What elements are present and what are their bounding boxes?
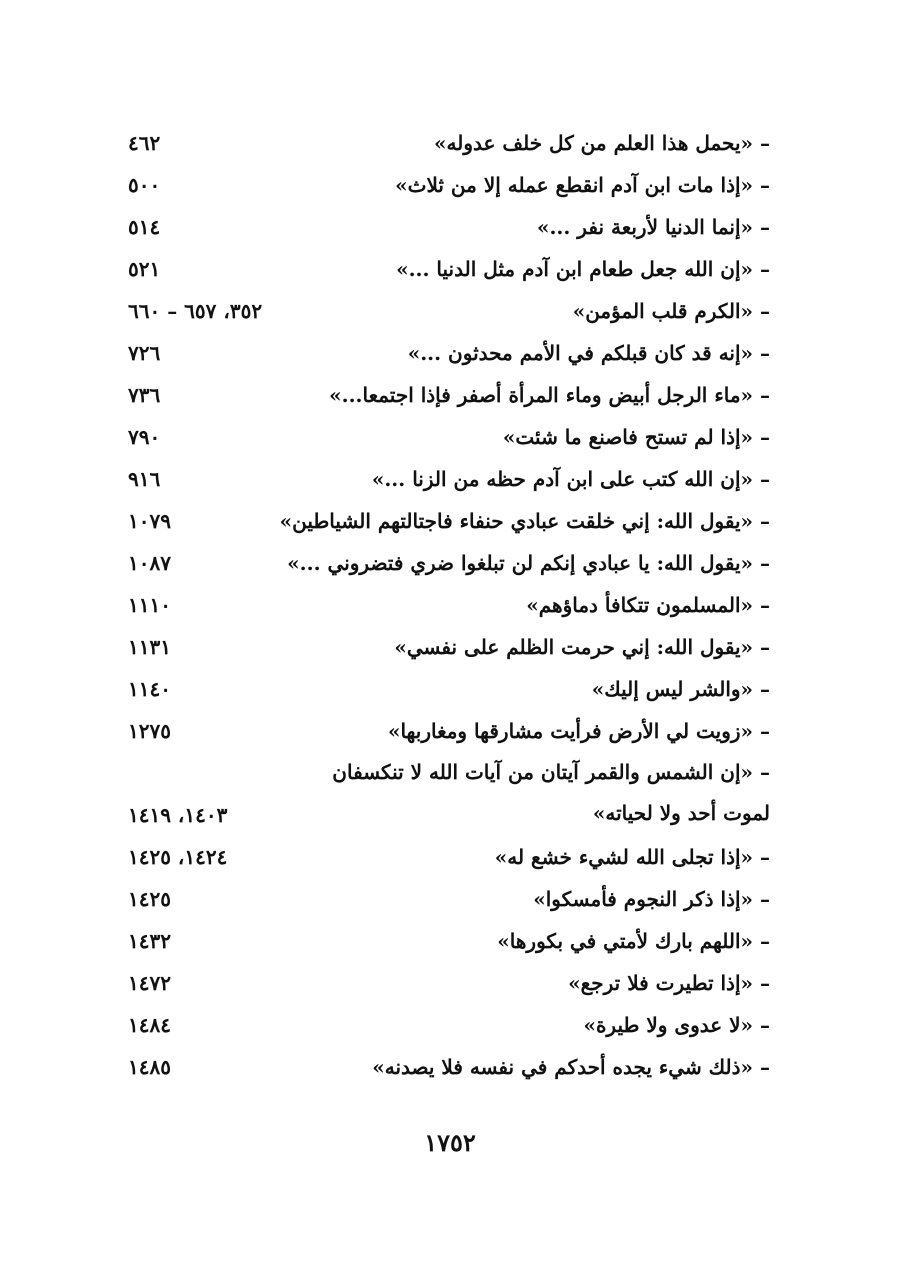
index-entry (120, 542, 770, 584)
page-reference: ٥٢١ (128, 257, 161, 281)
index-entry (120, 878, 770, 920)
index-entry (120, 1046, 770, 1088)
hadith-text: – «إن الشمس والقمر آيتان من آيات الله لا تنكسفان لموت أحد ولا لحياته» (332, 760, 770, 825)
index-entry (120, 710, 770, 752)
hadith-text: – «إن الله كتب على ابن آدم حظه من الزنا ...» (371, 467, 770, 491)
index-entry (120, 416, 770, 458)
hadith-text: – «إن الله جعل طعام ابن آدم مثل الدنيا ...» (396, 257, 770, 281)
index-entry (120, 836, 770, 878)
hadith-text: – «ماء الرجل أبيض وماء المرأة أصفر فإذا اجتمعا...» (329, 383, 770, 407)
hadith-text: – «إذا تجلى الله لشيء خشع له» (494, 845, 770, 869)
index-entry (120, 962, 770, 1004)
hadith-text: – «المسلمون تتكافأ دماؤهم» (526, 593, 770, 617)
hadith-text: – «اللهم بارك لأمتي في بكورها» (497, 929, 770, 953)
index-entry (120, 206, 770, 248)
index-entry (120, 332, 770, 374)
page-number: ١٧٥٢ (424, 1128, 476, 1157)
page-reference: ١٤٣٢ (128, 929, 171, 953)
page-reference: ٧٩٠ (128, 425, 161, 449)
index-entry (120, 584, 770, 626)
hadith-text: – «ذلك شيء يجده أحدكم في نفسه فلا يصدنه» (372, 1055, 770, 1079)
hadith-text: – «يقول الله: يا عبادي إنكم لن تبلغوا ضري فتضروني ...» (287, 551, 770, 575)
hadith-text: – «إنه قد كان قبلكم في الأمم محدثون ...» (407, 341, 770, 365)
page-reference: ١١٣١ (128, 635, 171, 659)
index-entry (120, 248, 770, 290)
hadith-index-list (120, 122, 770, 1088)
page-reference: ٩١٦ (128, 467, 161, 491)
page-reference: ١٤٢٥ (128, 887, 171, 911)
hadith-text: – «إذا مات ابن آدم انقطع عمله إلا من ثلاث» (395, 173, 770, 197)
index-entry (120, 374, 770, 416)
index-entry (120, 752, 770, 836)
hadith-text: – «لا عدوى ولا طيرة» (583, 1013, 770, 1037)
index-entry (120, 164, 770, 206)
index-entry (120, 500, 770, 542)
index-entry (120, 920, 770, 962)
hadith-text: – «إنما الدنيا لأربعة نفر ...» (536, 215, 770, 239)
index-entry (120, 458, 770, 500)
index-entry (120, 668, 770, 710)
hadith-text: – «يحمل هذا العلم من كل خلف عدوله» (434, 131, 770, 155)
hadith-text: – «يقول الله: إني خلقت عبادي حنفاء فاجتالتهم الشياطين» (279, 509, 770, 533)
index-entry (120, 626, 770, 668)
page-reference: ٤٦٢ (128, 131, 161, 155)
hadith-text: – «والشر ليس إليك» (591, 677, 770, 701)
page-reference: ٣٥٢، ٦٥٧ – ٦٦٠ (128, 299, 263, 323)
page-reference: ١٤٢٤، ١٤٢٥ (128, 845, 228, 869)
page-reference: ١٤٨٥ (128, 1055, 171, 1079)
hadith-text: – «إذا تطيرت فلا ترجع» (568, 971, 770, 995)
page-reference: ١١٤٠ (128, 677, 171, 701)
hadith-text: – «إذا لم تستح فاصنع ما شئت» (502, 425, 770, 449)
index-entry (120, 290, 770, 332)
page-reference: ٧٣٦ (128, 383, 161, 407)
page-reference: ١١١٠ (128, 593, 171, 617)
page-reference: ١٢٧٥ (128, 719, 171, 743)
index-entry (120, 1004, 770, 1046)
hadith-text: – «إذا ذكر النجوم فأمسكوا» (533, 887, 770, 911)
page-reference: ١٠٨٧ (128, 551, 171, 575)
index-entry (120, 122, 770, 164)
page-reference: ١٤٠٣، ١٤١٩ (128, 803, 228, 827)
page-reference: ٥٠٠ (128, 173, 161, 197)
hadith-text: – «الكرم قلب المؤمن» (572, 299, 770, 323)
page-reference: ١٤٨٤ (128, 1013, 171, 1037)
page-reference: ١٠٧٩ (128, 509, 171, 533)
page-reference: ١٤٧٢ (128, 971, 171, 995)
hadith-text: – «يقول الله: إني حرمت الظلم على نفسي» (394, 635, 770, 659)
hadith-text: – «زويت لي الأرض فرأيت مشارقها ومغاربها» (387, 719, 770, 743)
page-reference: ٧٢٦ (128, 341, 161, 365)
page-reference: ٥١٤ (128, 215, 161, 239)
